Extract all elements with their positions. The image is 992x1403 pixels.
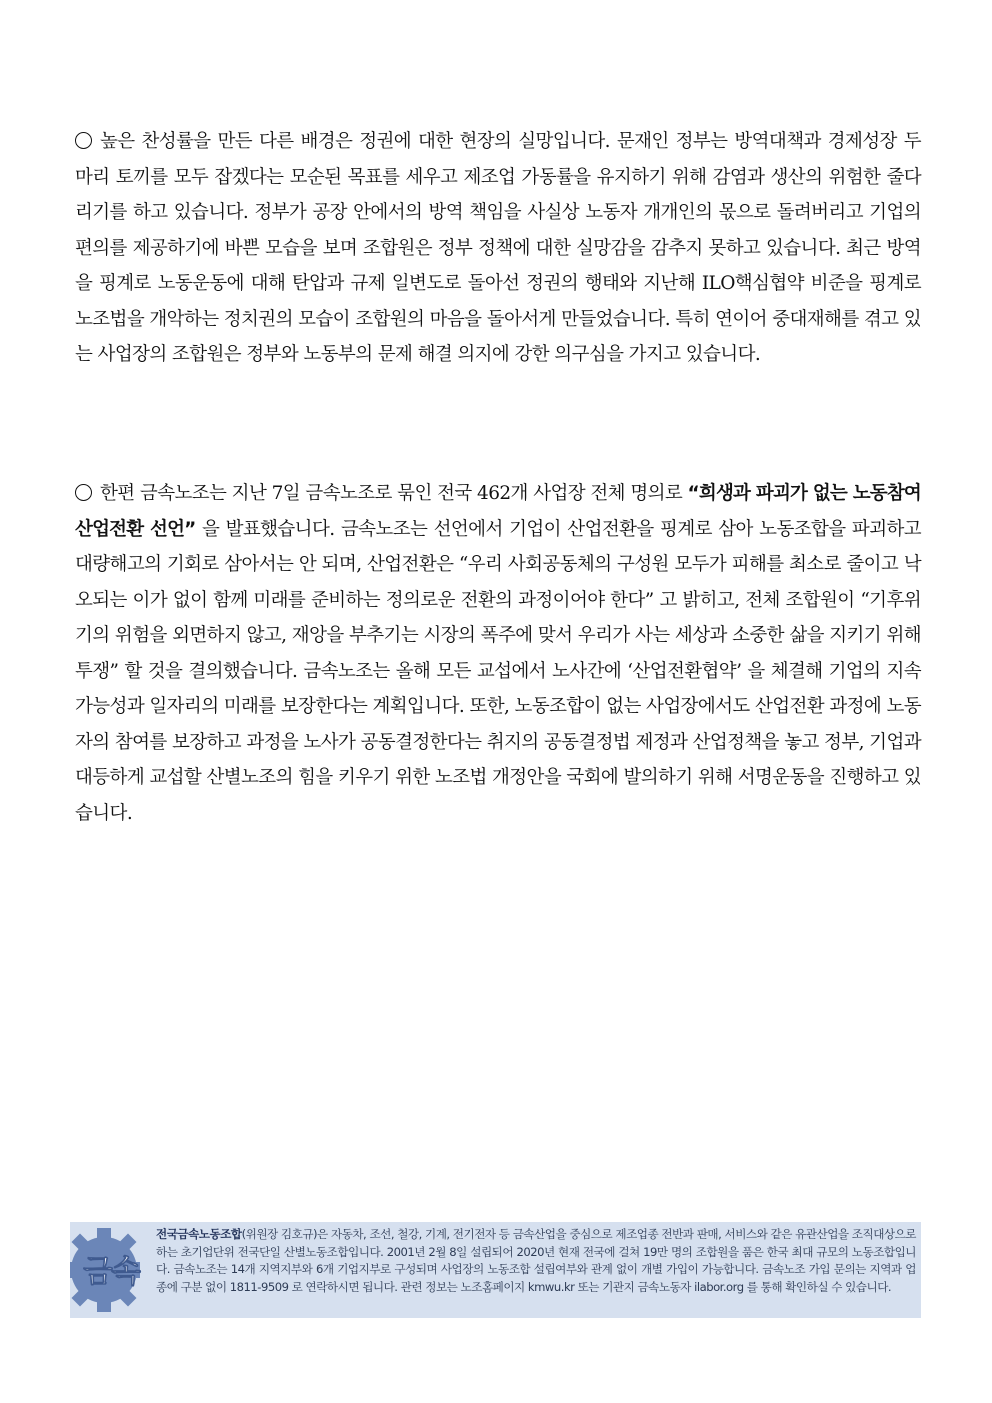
- declaration-title: “희생과 파괴가 없는 노동참여 산업전환 선언”: [75, 483, 922, 540]
- footer-info-box: [70, 1222, 921, 1318]
- paragraph-2: [75, 476, 921, 831]
- paragraph-2-text-b: 을 발표했습니다. 금속노조는 선언에서 기업이 산업전환을 핑계로 삼아 노동조합을 파괴하고 대량해고의 기회로 삼아서는 안 되며, 산업전환은 “우리 사회공동체의 구성원 모두가 피해를 최소로 줄이고 낙오되는 이가 없이 함께 미래를 준비하는 정의로운 전환의 과정이어야 한다” 고 밝히고, 전체 조합원이 “기후위기의 위험을 외면하지 않고, 재앙을 부추기는 시장의 폭주에 맞서 우리가 사는 세상과 소중한 삶을 지키기 위해 투쟁” 할 것을 결의했습니다. 금속노조는 올해 모든 교섭에서 노사간에 ‘산업전환협약’ 을 체결해 기업의 지속가능성과 일자리의 미래를 보장한다는 계획입니다. 또한, 노동조합이 없는 사업장에서도 산업전환 과정에 노동자의 참여를 보장하고 과정을 노사가 공동결정한다는 취지의 공동결정법 제정과 산업정책을 놓고 정부, 기업과 대등하게 교섭할 산별노조의 힘을 키우기 위한 노조법 개정안을 국회에 발의하기 위해 서명운동을 진행하고 있습니다.: [75, 518, 922, 824]
- kmwu-gear-logo-icon: [70, 1222, 152, 1318]
- paragraph-2-text-a: 한편 금속노조는 지난 7일 금속노조로 묶인 전국 462개 사업장 전체 명의로: [100, 483, 688, 504]
- circle-bullet-icon: [75, 132, 92, 149]
- org-description: (위원장 김호규)은 자동차, 조선, 철강, 기계, 전기전자 등 금속산업을 중심으로 제조업종 전반과 판매, 서비스와 같은 유관산업을 조직대상으로 하는 초기업단위 전국단일 산별노동조합입니다. 2001년 2월 8일 설립되어 2020년 현재 전국에 걸쳐 19만 명의 조합원을 품은 한국 최대 규모의 노동조합입니다. 금속노조는 14개 지역지부와 6개 기업지부로 구성되며 사업장의 노동조합 설립여부와 관계 없이 개별 가입이 가능합니다. 금속노조 가입 문의는 지역과 업종에 구분 없이 1811-9509 로 연락하시면 됩니다. 관련 정보는 노조홈페이지 kmwu.kr 또는 기관지 금속노동자 ilabor.org 를 통해 확인하실 수 있습니다.: [156, 1227, 916, 1294]
- paragraph-1-text: 높은 찬성률을 만든 다른 배경은 정권에 대한 현장의 실망입니다. 문재인 정부는 방역대책과 경제성장 두 마리 토끼를 모두 잡겠다는 모순된 목표를 세우고 제조업 가동률을 유지하기 위해 감염과 생산의 위험한 줄다리기를 하고 있습니다. 정부가 공장 안에서의 방역 책임을 사실상 노동자 개개인의 몫으로 돌려버리고 기업의 편의를 제공하기에 바쁜 모습을 보며 조합원은 정부 정책에 대한 실망감을 감추지 못하고 있습니다. 최근 방역을 핑계로 노동운동에 대해 탄압과 규제 일변도로 돌아선 정권의 행태와 지난해 ILO핵심협약 비준을 핑계로 노조법을 개악하는 정치권의 모습이 조합원의 마음을 돌아서게 만들었습니다. 특히 연이어 중대재해를 겪고 있는 사업장의 조합원은 정부와 노동부의 문제 해결 의지에 강한 의구심을 가지고 있습니다.: [75, 131, 921, 365]
- footer-description: [156, 1226, 916, 1296]
- circle-bullet-icon: [75, 484, 92, 501]
- org-name: 전국금속노동조합: [156, 1227, 242, 1241]
- logo-text: 금속: [83, 1254, 139, 1290]
- paragraph-1: [75, 124, 921, 373]
